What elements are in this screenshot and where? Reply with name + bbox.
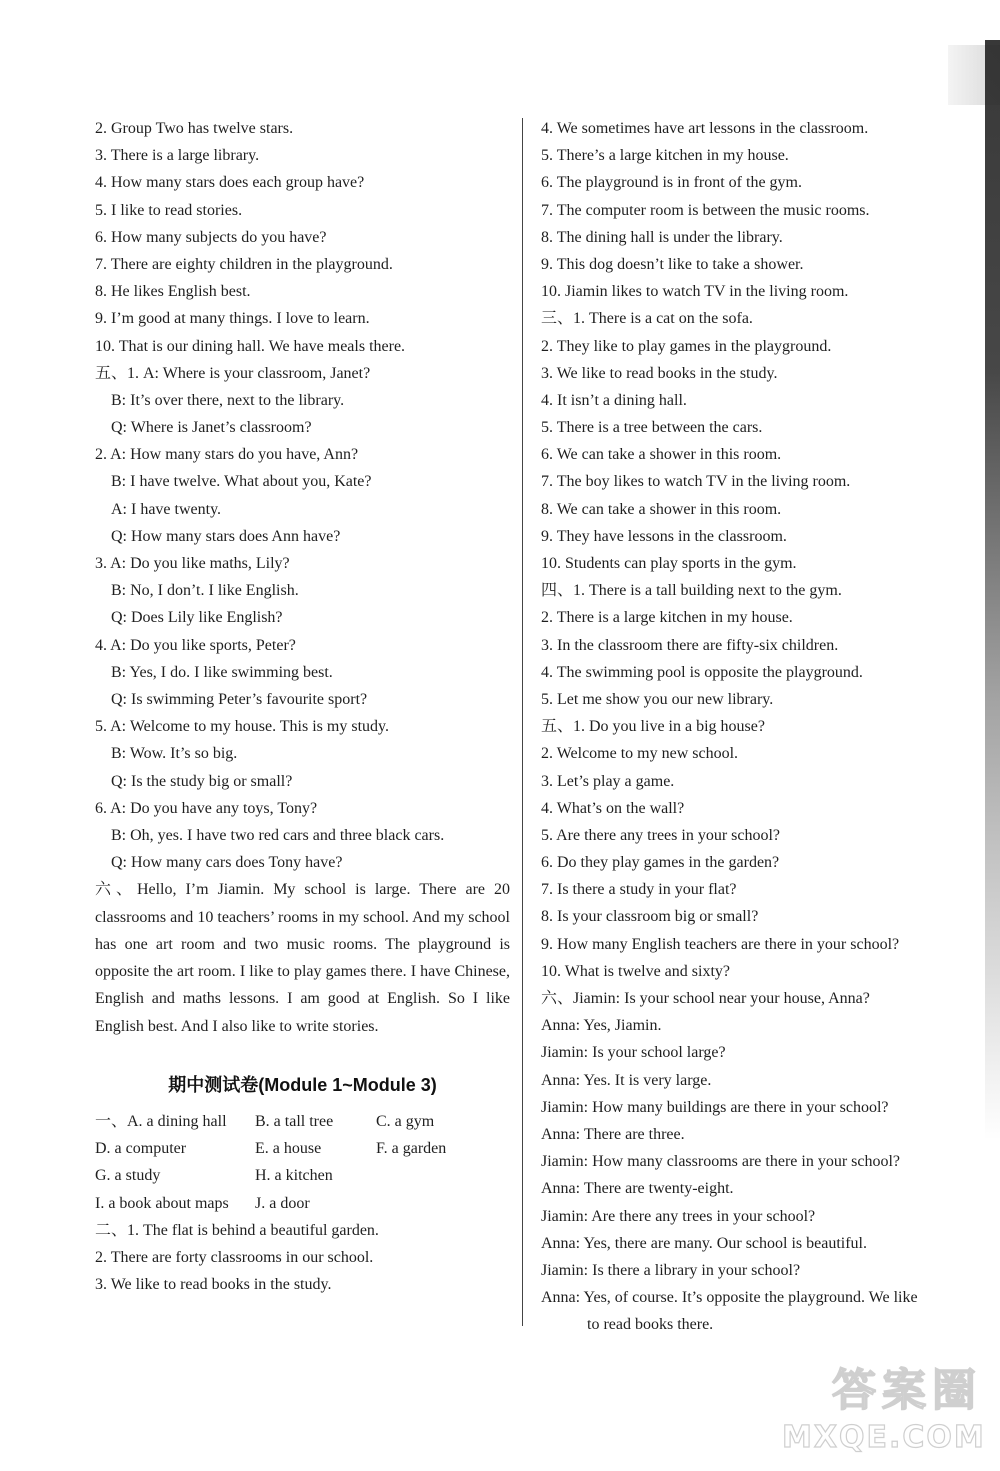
exam-title: 期中测试卷(Module 1~Module 3) [168,1075,437,1096]
dialogue-line: B: Oh, yes. I have two red cars and three black cars. [111,826,445,844]
answer-line: 3. We like to read books in the study. [541,364,778,382]
answer-line: 6. How many subjects do you have? [95,228,327,246]
dialogue-line: 3. A: Do you like maths, Lily? [95,555,290,572]
answer-line: 二、1. The flat is behind a beautiful garden. [95,1221,379,1239]
answer-line: 10. That is our dining hall. We have meals there. [95,337,406,355]
option-item: B. a tall tree [255,1113,334,1131]
answer-line: 2. They like to play games in the playground. [541,337,832,355]
option-row [95,1135,510,1162]
answer-line: Jiamin: Is there a library in your school? [541,1261,801,1279]
option-item: J. a door [255,1194,310,1212]
answer-line: 四、1. There is a tall building next to the gym. [541,582,842,600]
dialogue-line: B: Yes, I do. I like swimming best. [111,663,333,681]
answer-line: 六、Jiamin: Is your school near your house, Anna? [541,990,870,1007]
answer-line: 7. Is there a study in your flat? [541,881,737,899]
answer-line: 2. There are forty classrooms in our school. [95,1248,374,1266]
answer-line: Anna: There are three. [541,1125,685,1143]
answer-line: 2. There is a large kitchen in my house. [541,609,793,627]
option-item: F. a garden [376,1140,447,1158]
option-row [95,1162,510,1189]
answer-line: to read books there. [587,1316,714,1334]
answer-line: 6. Do they play games in the garden? [541,854,780,872]
option-item: H. a kitchen [255,1167,333,1185]
option-item: C. a gym [376,1113,435,1131]
answer-line: Anna: Yes, Jiamin. [541,1017,662,1035]
answer-line: Anna: There are twenty-eight. [541,1180,734,1198]
dialogue-line: Q: Is the study big or small? [111,772,293,790]
dialogue-line: Q: Where is Janet’s classroom? [111,419,312,437]
answer-line: 10. Jiamin likes to watch TV in the living room. [541,283,849,301]
left-answers-block [95,115,510,360]
answer-line: 7. The computer room is between the music rooms. [541,201,870,219]
option-item: 一、A. a dining hall [95,1113,227,1131]
dialogue-line: Q: Is swimming Peter’s favourite sport? [111,690,368,708]
answer-line: 3. In the classroom there are fifty-six children. [541,636,839,654]
option-item: D. a computer [95,1140,187,1158]
right-column [541,115,961,1338]
right-answers-block [541,115,961,1338]
answer-line: 3. Let’s play a game. [541,772,675,790]
answer-line: 4. How many stars does each group have? [95,174,365,192]
answer-line: 9. How many English teachers are there in your school? [541,935,900,953]
option-item: E. a house [255,1140,322,1158]
answer-line: Anna: Yes. It is very large. [541,1071,712,1089]
watermark-logo-text: 答案圈 [832,1365,982,1416]
answer-line: 4. What’s on the wall? [541,799,685,817]
answer-line: 7. The boy likes to watch TV in the living room. [541,473,851,491]
page-binding-edge [985,40,1000,1140]
answer-line: 5. Are there any trees in your school? [541,826,781,844]
answer-line: 9. This dog doesn’t like to take a shower. [541,255,804,273]
answer-line: 5. There is a tree between the cars. [541,419,763,437]
option-item: G. a study [95,1167,161,1185]
answer-line: 8. We can take a shower in this room. [541,500,782,518]
section-six-paragraph: 六、Hello, I’m Jiamin. My school is large. There are 20 classrooms and 10 teachers’ rooms in my school. And my school has one art room and two music rooms. The playground is opposite the art room. I like to play games there. I have Chinese, English and maths lessons. I am good at English. So I like English best. And I also like to write stories. [95,881,510,1035]
option-row [95,1190,510,1217]
dialogue-line: B: I have twelve. What about you, Kate? [111,473,372,491]
dialogue-line: B: No, I don’t. I like English. [111,582,299,600]
answer-line: 5. Let me show you our new library. [541,690,774,708]
part-one-options [95,1108,510,1217]
dialogue-line: A: I have twenty. [111,500,222,518]
dialogue-line: 5. A: Welcome to my house. This is my study. [95,718,389,736]
answer-line: 4. We sometimes have art lessons in the classroom. [541,120,869,137]
dialogue-line: 五、1. A: Where is your classroom, Janet? [95,364,371,382]
dialogue-line: 6. A: Do you have any toys, Tony? [95,799,318,817]
answer-line: 三、1. There is a cat on the sofa. [541,310,753,328]
dialogue-line: Q: Does Lily like English? [111,609,283,627]
answer-line: Jiamin: Is your school large? [541,1044,726,1062]
watermark-url: MXQE.COM [782,1420,986,1455]
answer-line: Jiamin: Are there any trees in your school? [541,1207,816,1225]
answer-line: 6. We can take a shower in this room. [541,446,782,464]
answer-line: 10. Students can play sports in the gym. [541,555,797,572]
answer-line: 10. What is twelve and sixty? [541,962,730,980]
dialogue-line: 4. A: Do you like sports, Peter? [95,636,296,654]
left-column [95,115,510,1298]
answer-line: Jiamin: How many buildings are there in your school? [541,1098,889,1116]
section-five-dialogues [95,360,510,877]
answer-line: 2. Welcome to my new school. [541,745,739,763]
answer-line: Anna: Yes, of course. It’s opposite the playground. We like [541,1289,918,1307]
answer-line: 4. It isn’t a dining hall. [541,391,687,409]
site-watermark [782,1363,986,1463]
answer-line: Anna: Yes, there are many. Our school is beautiful. [541,1234,867,1252]
answer-line: 五、1. Do you live in a big house? [541,718,765,736]
answer-line: 8. He likes English best. [95,283,251,301]
dialogue-line: Q: How many cars does Tony have? [111,854,343,872]
answer-line: 3. There is a large library. [95,147,260,165]
answer-line: 7. There are eighty children in the playground. [95,255,393,273]
answer-line: 2. Group Two has twelve stars. [95,120,294,137]
answer-line: 9. I’m good at many things. I love to learn. [95,310,370,328]
answer-line: Jiamin: How many classrooms are there in your school? [541,1153,901,1171]
answer-line: 4. The swimming pool is opposite the playground. [541,663,863,681]
answer-line: 5. I like to read stories. [95,201,243,219]
option-row [95,1108,510,1135]
dialogue-line: 2. A: How many stars do you have, Ann? [95,446,359,464]
option-item: I. a book about maps [95,1194,229,1212]
answer-line: 6. The playground is in front of the gym. [541,174,802,192]
dialogue-line: Q: How many stars does Ann have? [111,527,341,545]
answer-line: 3. We like to read books in the study. [95,1276,332,1294]
dialogue-line: B: It’s over there, next to the library. [111,391,345,409]
answer-line: 9. They have lessons in the classroom. [541,527,787,545]
answer-line: 8. Is your classroom big or small? [541,908,759,926]
dialogue-line: B: Wow. It’s so big. [111,745,238,763]
column-divider [522,118,523,1326]
part-two-answers [95,1217,510,1299]
answer-line: 5. There’s a large kitchen in my house. [541,147,789,165]
answer-line: 8. The dining hall is under the library. [541,228,783,246]
